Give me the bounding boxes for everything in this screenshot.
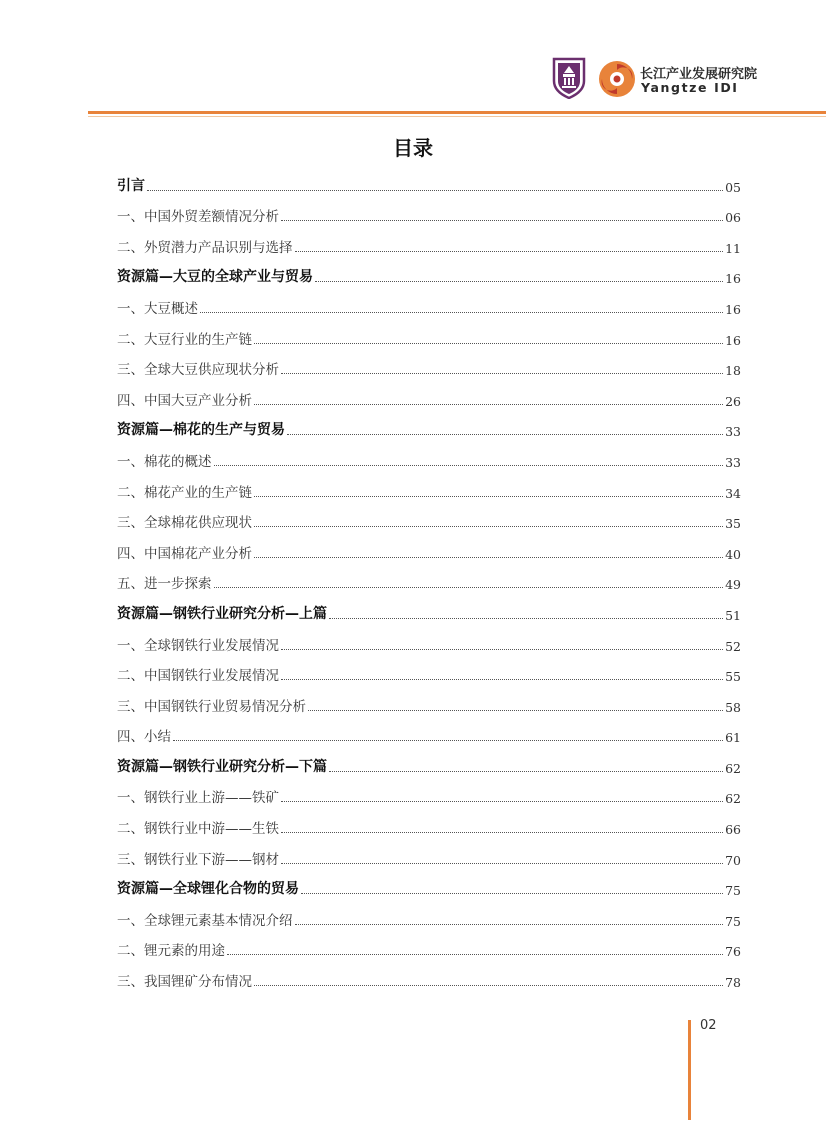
- footer-accent-bar: [688, 1020, 691, 1120]
- toc-entry-page: 78: [725, 975, 741, 991]
- toc-dot-leader: [281, 219, 723, 221]
- toc-dot-leader: [281, 648, 723, 650]
- toc-entry-label: 一、大豆概述: [117, 300, 198, 317]
- toc-chapter-entry[interactable]: [117, 749, 741, 780]
- toc-entry-label: 四、中国棉花产业分析: [117, 545, 252, 562]
- toc-entry-label: 一、全球锂元素基本情况介绍: [117, 912, 293, 929]
- toc-entry-page: 16: [725, 301, 741, 317]
- toc-entry-label: 二、中国钢铁行业发展情况: [117, 668, 279, 685]
- toc-entry-label: 三、我国锂矿分布情况: [117, 974, 252, 991]
- toc-dot-leader: [173, 739, 723, 741]
- toc-section-entry[interactable]: [117, 290, 741, 321]
- toc-entry-page: 06: [725, 210, 741, 226]
- toc-dot-leader: [281, 831, 723, 833]
- toc-section-entry[interactable]: [117, 382, 741, 413]
- toc-entry-page: 33: [725, 424, 741, 440]
- toc-entry-label: 四、中国大豆产业分析: [117, 392, 252, 409]
- toc-entry-page: 16: [725, 332, 741, 348]
- toc-dot-leader: [281, 372, 723, 374]
- toc-section-entry[interactable]: [117, 505, 741, 536]
- toc-dot-leader: [254, 556, 723, 558]
- toc-dot-leader: [147, 189, 723, 191]
- toc-dot-leader: [254, 984, 723, 986]
- toc-section-entry[interactable]: [117, 199, 741, 230]
- toc-section-entry[interactable]: [117, 780, 741, 811]
- toc-section-entry[interactable]: [117, 933, 741, 964]
- toc-entry-page: 05: [725, 179, 741, 195]
- toc-entry-label: 一、全球钢铁行业发展情况: [117, 637, 279, 654]
- brand-name-cn: 长江产业发展研究院: [640, 67, 758, 82]
- yangtze-idi-logo-icon: [598, 60, 636, 98]
- toc-entry-label: 三、全球棉花供应现状: [117, 515, 252, 532]
- toc-entry-label: 三、中国钢铁行业贸易情况分析: [117, 698, 306, 715]
- toc-entry-page: 35: [725, 516, 741, 532]
- toc-section-entry[interactable]: [117, 688, 741, 719]
- toc-entry-label: 三、钢铁行业下游——钢材: [117, 851, 279, 868]
- toc-dot-leader: [315, 280, 723, 282]
- page-number: 02: [700, 1018, 717, 1033]
- toc-entry-label: 资源篇—钢铁行业研究分析—上篇: [117, 605, 327, 622]
- toc-entry-label: 资源篇—大豆的全球产业与贸易: [117, 269, 313, 286]
- toc-entry-page: 75: [725, 913, 741, 929]
- toc-section-entry[interactable]: [117, 810, 741, 841]
- toc-section-entry[interactable]: [117, 719, 741, 750]
- table-of-contents: [117, 168, 741, 994]
- toc-entry-page: 76: [725, 944, 741, 960]
- toc-entry-label: 资源篇—全球锂化合物的贸易: [117, 881, 299, 898]
- toc-entry-page: 61: [725, 730, 741, 746]
- toc-section-entry[interactable]: [117, 474, 741, 505]
- toc-entry-label: 一、棉花的概述: [117, 453, 212, 470]
- toc-chapter-entry[interactable]: [117, 872, 741, 903]
- toc-dot-leader: [281, 862, 723, 864]
- toc-entry-label: 资源篇—钢铁行业研究分析—下篇: [117, 758, 327, 775]
- toc-dot-leader: [281, 800, 723, 802]
- toc-section-entry[interactable]: [117, 229, 741, 260]
- toc-dot-leader: [254, 495, 723, 497]
- toc-dot-leader: [227, 953, 723, 955]
- toc-section-entry[interactable]: [117, 841, 741, 872]
- toc-section-entry[interactable]: [117, 658, 741, 689]
- toc-entry-label: 引言: [117, 177, 145, 194]
- toc-section-entry[interactable]: [117, 963, 741, 994]
- toc-entry-page: 62: [725, 791, 741, 807]
- toc-entry-label: 二、锂元素的用途: [117, 943, 225, 960]
- toc-entry-label: 资源篇—棉花的生产与贸易: [117, 422, 285, 439]
- toc-entry-page: 40: [725, 546, 741, 562]
- toc-entry-label: 二、棉花产业的生产链: [117, 484, 252, 501]
- toc-entry-label: 五、进一步探索: [117, 576, 212, 593]
- toc-dot-leader: [214, 586, 724, 588]
- toc-dot-leader: [295, 923, 724, 925]
- toc-entry-label: 二、大豆行业的生产链: [117, 331, 252, 348]
- toc-entry-label: 四、小结: [117, 729, 171, 746]
- toc-section-entry[interactable]: [117, 902, 741, 933]
- toc-section-entry[interactable]: [117, 352, 741, 383]
- toc-section-entry[interactable]: [117, 443, 741, 474]
- toc-dot-leader: [254, 342, 723, 344]
- toc-entry-page: 49: [725, 577, 741, 593]
- toc-dot-leader: [214, 464, 724, 466]
- toc-dot-leader: [200, 311, 723, 313]
- toc-chapter-entry[interactable]: [117, 596, 741, 627]
- header-divider: [88, 111, 826, 114]
- toc-dot-leader: [254, 525, 723, 527]
- toc-entry-page: 11: [725, 240, 741, 256]
- toc-chapter-entry[interactable]: [117, 413, 741, 444]
- toc-chapter-entry[interactable]: [117, 260, 741, 291]
- header-divider-thin: [88, 116, 826, 117]
- toc-section-entry[interactable]: [117, 535, 741, 566]
- brand-name-en: Yangtze IDI: [641, 80, 739, 95]
- toc-section-entry[interactable]: [117, 321, 741, 352]
- toc-entry-page: 52: [725, 638, 741, 654]
- toc-chapter-entry[interactable]: [117, 168, 741, 199]
- toc-entry-page: 62: [725, 760, 741, 776]
- toc-dot-leader: [295, 250, 724, 252]
- page-header: [0, 0, 826, 120]
- toc-entry-page: 75: [725, 883, 741, 899]
- toc-entry-page: 51: [725, 607, 741, 623]
- toc-entry-page: 70: [725, 852, 741, 868]
- toc-entry-page: 18: [725, 363, 741, 379]
- toc-section-entry[interactable]: [117, 566, 741, 597]
- toc-entry-label: 二、外贸潜力产品识别与选择: [117, 239, 293, 256]
- toc-dot-leader: [329, 770, 723, 772]
- toc-dot-leader: [308, 709, 723, 711]
- toc-entry-page: 58: [725, 699, 741, 715]
- toc-entry-page: 16: [725, 271, 741, 287]
- toc-entry-label: 三、全球大豆供应现状分析: [117, 362, 279, 379]
- toc-entry-page: 34: [725, 485, 741, 501]
- toc-dot-leader: [287, 433, 723, 435]
- toc-entry-label: 一、钢铁行业上游——铁矿: [117, 790, 279, 807]
- toc-entry-page: 26: [725, 393, 741, 409]
- toc-section-entry[interactable]: [117, 627, 741, 658]
- toc-dot-leader: [254, 403, 723, 405]
- toc-entry-page: 66: [725, 822, 741, 838]
- toc-dot-leader: [301, 892, 723, 894]
- toc-title: 目录: [393, 136, 433, 160]
- toc-dot-leader: [281, 678, 723, 680]
- toc-entry-label: 一、中国外贸差额情况分析: [117, 209, 279, 226]
- toc-entry-page: 33: [725, 454, 741, 470]
- university-shield-icon: [552, 57, 586, 99]
- toc-entry-label: 二、钢铁行业中游——生铁: [117, 821, 279, 838]
- toc-entry-page: 55: [725, 669, 741, 685]
- toc-dot-leader: [329, 617, 723, 619]
